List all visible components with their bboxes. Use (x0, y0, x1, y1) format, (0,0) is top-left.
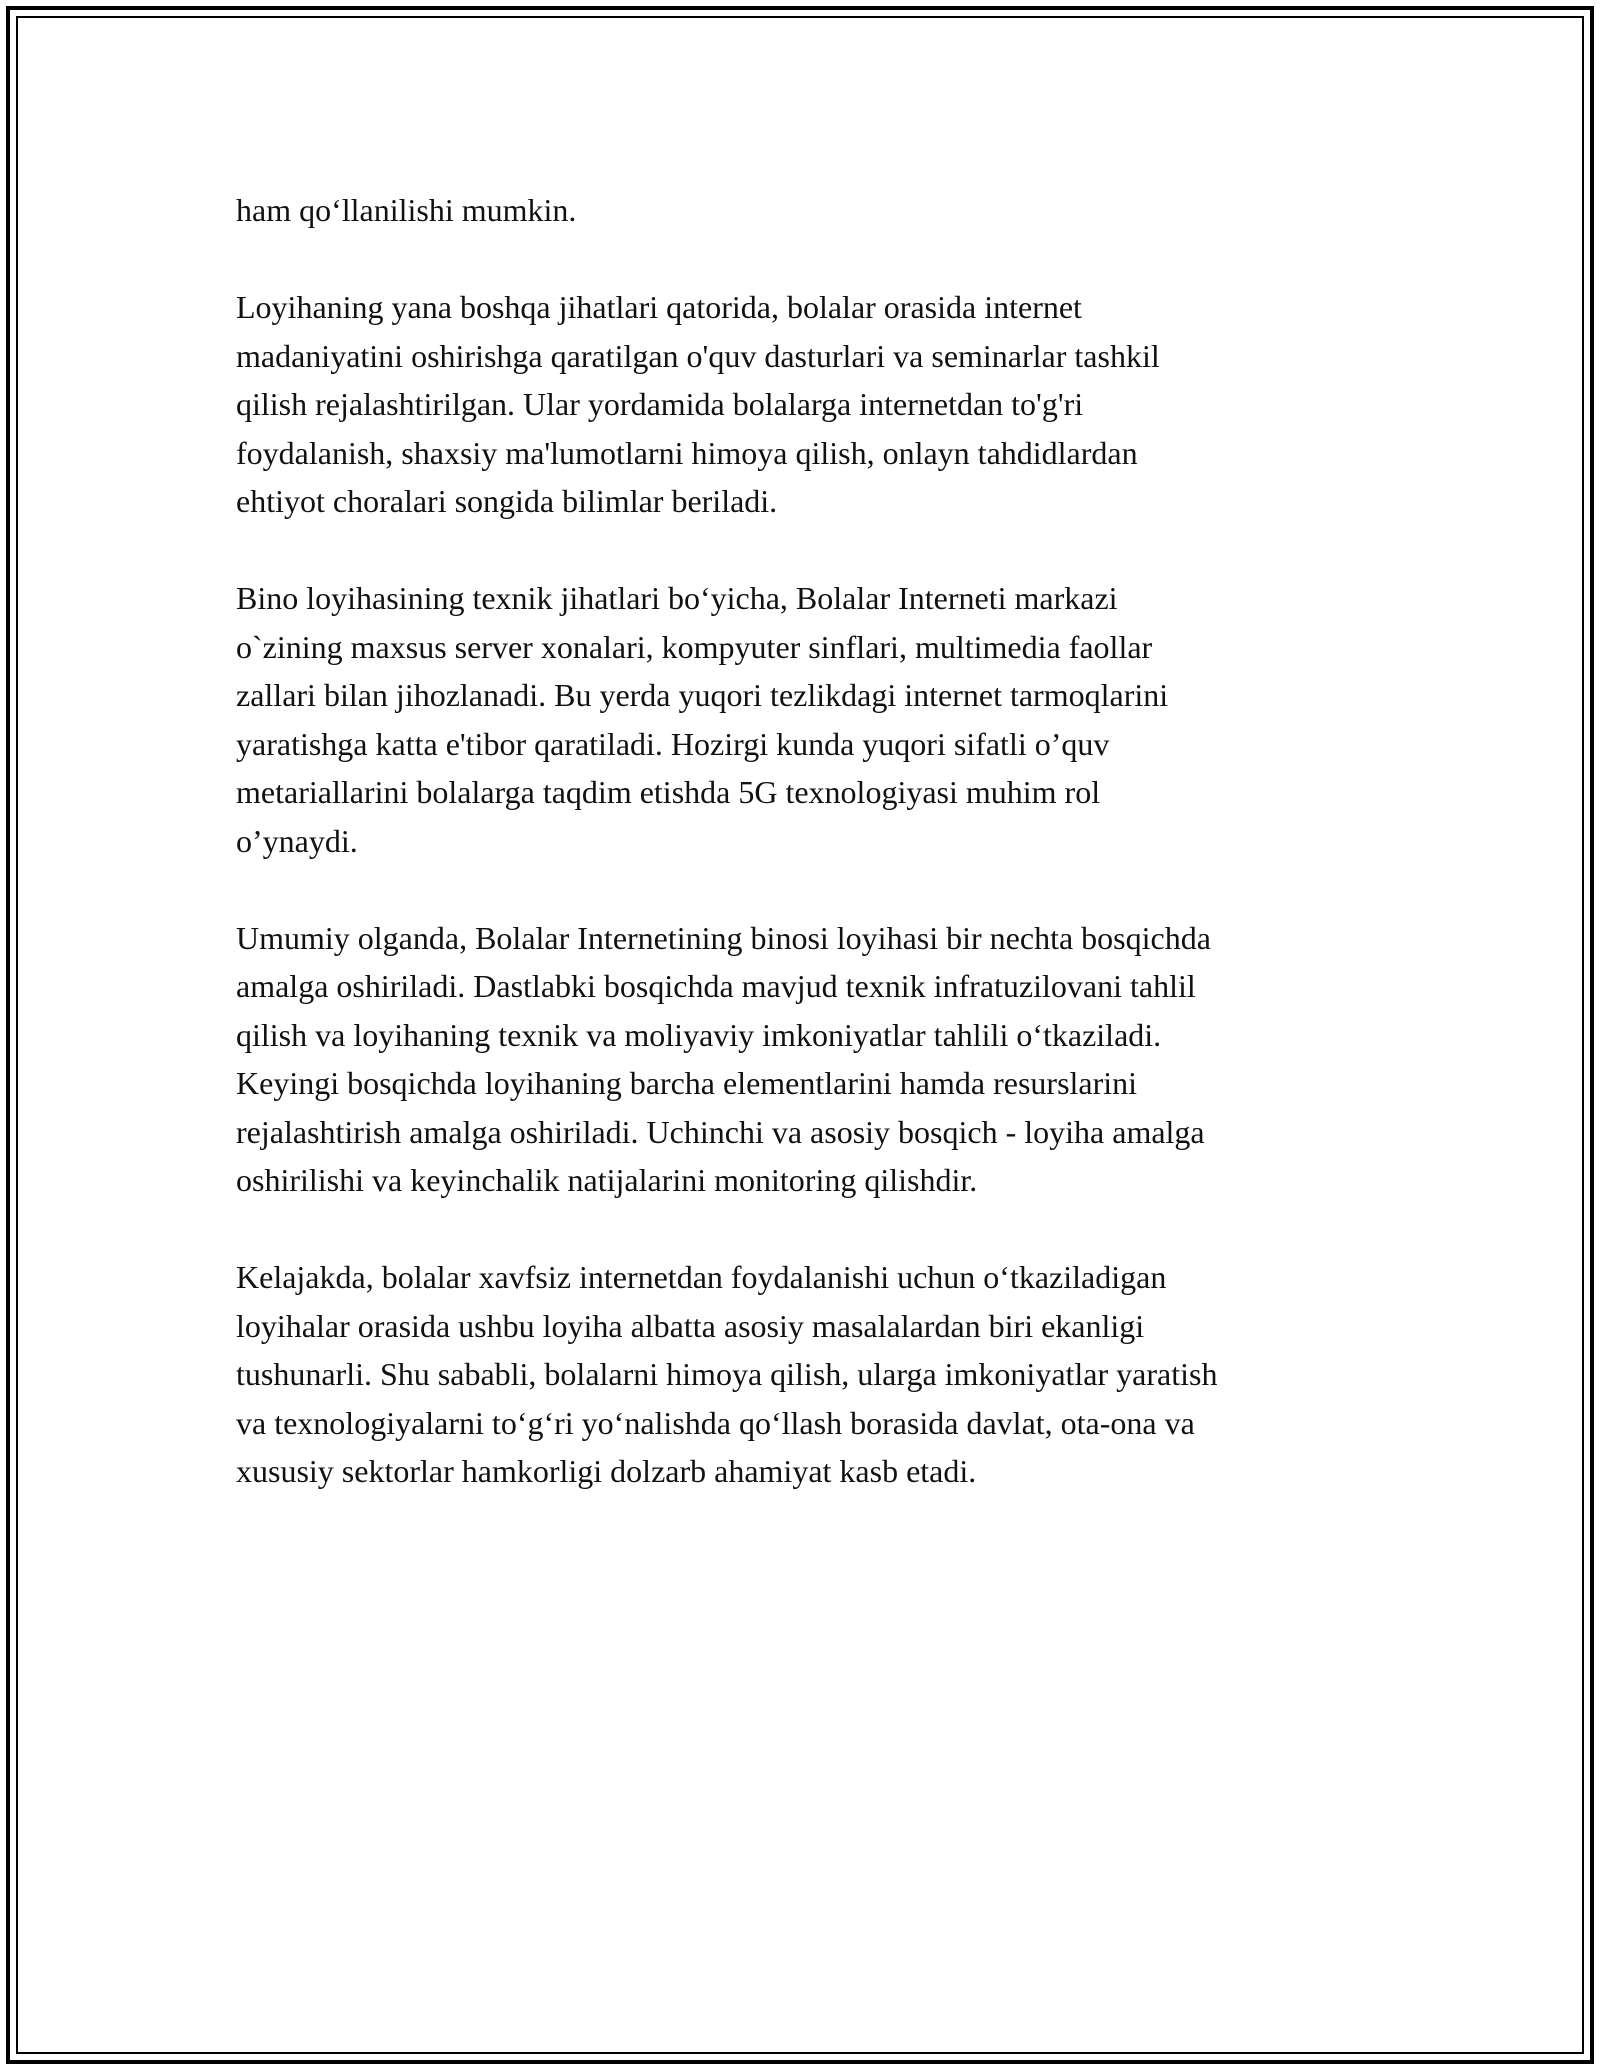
paragraph (236, 283, 1386, 526)
text-line: o`zining maxsus server xonalari, kompyuter sinflari, multimedia faollar (236, 628, 1153, 665)
paragraph (236, 914, 1386, 1205)
paragraph (236, 574, 1386, 865)
text-line: va texnologiyalarni to‘g‘ri yo‘nalishda qo‘llash borasida davlat, ota-ona va (236, 1404, 1195, 1441)
text-line: Loyihaning yana boshqa jihatlari qatorida, bolalar orasida internet (236, 289, 1082, 325)
text-line: xususiy sektorlar hamkorligi dolzarb ahamiyat kasb etadi. (236, 1453, 977, 1489)
text-line: Umumiy olganda, Bolalar Internetining binosi loyihasi bir nechta bosqichda (236, 919, 1211, 956)
text-line: zallari bilan jihozlanadi. Bu yerda yuqori tezlikdagi internet tarmoqlarini (236, 677, 1169, 713)
text-line: ehtiyot choralari songida bilimlar beriladi. (236, 483, 778, 519)
paragraph (236, 1253, 1386, 1496)
text-line: o’ynaydi. (236, 822, 358, 859)
text-line: Bino loyihasining texnik jihatlari bo‘yicha, Bolalar Interneti markazi (236, 580, 1118, 616)
text-line: Kelajakda, bolalar xavfsiz internetdan foydalanishi uchun o‘tkaziladigan (236, 1259, 1167, 1295)
text-line: yaratishga katta e'tibor qaratiladi. Hozirgi kunda yuqori sifatli o’quv (236, 725, 1110, 762)
text-line: qilish rejalashtirilgan. Ular yordamida bolalarga internetdan to'g'ri (236, 386, 1084, 422)
text-line: loyihalar orasida ushbu loyiha albatta asosiy masalalardan biri ekanligi (236, 1307, 1145, 1344)
text-line: madaniyatini oshirishga qaratilgan o'quv dasturlari va seminarlar tashkil (236, 337, 1160, 374)
text-line: qilish va loyihaning texnik va moliyaviy imkoniyatlar tahlili o‘tkaziladi. (236, 1016, 1162, 1053)
document-body (236, 186, 1386, 1544)
text-line: metariallarini bolalarga taqdim etishda 5G texnologiyasi muhim rol (236, 774, 1101, 810)
text-line: tushunarli. Shu sababli, bolalarni himoya qilish, ularga imkoniyatlar yaratish (236, 1356, 1218, 1392)
text-line: ham qo‘llanilishi mumkin. (236, 192, 577, 228)
text-line: foydalanish, shaxsiy ma'lumotlarni himoya qilish, onlayn tahdidlardan (236, 434, 1138, 471)
text-line: oshirilishi va keyinchalik natijalarini monitoring qilishdir. (236, 1162, 978, 1198)
text-line: Keyingi bosqichda loyihaning barcha elementlarini hamda resurslarini (236, 1065, 1138, 1101)
text-line: rejalashtirish amalga oshiriladi. Uchinchi va asosiy bosqich - loyiha amalga (236, 1113, 1205, 1150)
text-line: amalga oshiriladi. Dastlabki bosqichda mavjud texnik infratuzilovani tahlil (236, 968, 1196, 1004)
paragraph (236, 186, 1386, 235)
